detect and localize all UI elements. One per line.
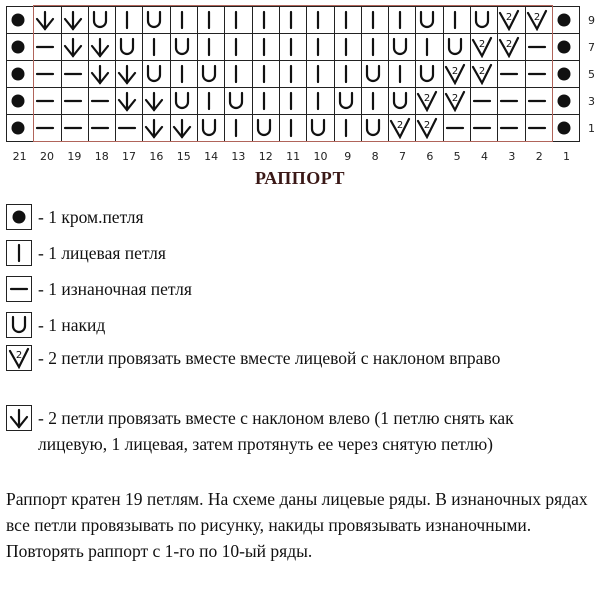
horizontal-dash-icon bbox=[61, 88, 88, 115]
column-number: 5 bbox=[453, 150, 461, 163]
u-shape-icon bbox=[334, 88, 361, 115]
horizontal-dash-icon bbox=[6, 276, 32, 302]
vertical-bar-icon bbox=[198, 7, 225, 34]
horizontal-dash-icon bbox=[498, 61, 525, 88]
svg-text:2: 2 bbox=[478, 39, 486, 50]
column-numbers bbox=[6, 150, 580, 163]
chart-row-5 bbox=[7, 61, 580, 88]
u-shape-icon bbox=[361, 115, 388, 142]
vertical-bar-icon bbox=[307, 61, 334, 88]
chart-row-9 bbox=[7, 7, 580, 34]
row-number: 9 bbox=[588, 14, 595, 27]
column-number: 20 bbox=[40, 150, 55, 163]
column-number: 21 bbox=[12, 150, 27, 163]
filled-dot-icon bbox=[552, 34, 579, 61]
u-shape-icon bbox=[198, 61, 225, 88]
down-arrow-icon bbox=[116, 88, 143, 115]
legend-item-k2tog bbox=[6, 345, 558, 371]
svg-text:2: 2 bbox=[424, 93, 431, 104]
horizontal-dash-icon bbox=[471, 88, 498, 115]
column-number: 3 bbox=[508, 150, 516, 163]
legend-label: - 1 кром.петля bbox=[38, 207, 144, 227]
u-shape-icon bbox=[88, 7, 115, 34]
vertical-bar-icon bbox=[279, 115, 306, 142]
chart-row-7 bbox=[7, 34, 580, 61]
legend-label: - 1 лицевая петля bbox=[38, 243, 166, 263]
column-number: 15 bbox=[176, 150, 191, 163]
column-number: 11 bbox=[286, 150, 301, 163]
horizontal-dash-icon bbox=[61, 61, 88, 88]
v-with-2-icon bbox=[471, 61, 498, 88]
down-arrow-icon bbox=[88, 34, 115, 61]
filled-dot-icon bbox=[552, 61, 579, 88]
row-number: 1 bbox=[588, 122, 595, 135]
row-number: 3 bbox=[588, 95, 595, 108]
legend-item-yarn-over bbox=[6, 312, 578, 338]
vertical-bar-icon bbox=[389, 7, 416, 34]
svg-text:2: 2 bbox=[478, 66, 486, 77]
vertical-bar-icon bbox=[361, 88, 388, 115]
down-arrow-icon bbox=[88, 61, 115, 88]
horizontal-dash-icon bbox=[525, 115, 552, 142]
u-shape-icon bbox=[389, 88, 416, 115]
vertical-bar-icon bbox=[307, 7, 334, 34]
horizontal-dash-icon bbox=[443, 115, 470, 142]
v-with-2-icon bbox=[525, 7, 552, 34]
column-number: 12 bbox=[258, 150, 273, 163]
down-arrow-icon bbox=[61, 34, 88, 61]
v-with-2-icon bbox=[6, 345, 32, 371]
u-shape-icon bbox=[361, 61, 388, 88]
horizontal-dash-icon bbox=[471, 115, 498, 142]
vertical-bar-icon bbox=[361, 34, 388, 61]
svg-text:2: 2 bbox=[533, 12, 540, 23]
vertical-bar-icon bbox=[389, 61, 416, 88]
instructions-note: Раппорт кратен 19 петлям. На схеме даны лицевые ряды. В изнаночных рядах все петли провязывать по рисунку, накиды провязывать изнаночными. Повторять раппорт с 1-го по 10-ый ряды. bbox=[6, 489, 588, 561]
rapport-title: РАППОРТ bbox=[255, 168, 345, 188]
down-arrow-icon bbox=[61, 7, 88, 34]
horizontal-dash-icon bbox=[116, 115, 143, 142]
column-number: 10 bbox=[313, 150, 328, 163]
filled-dot-icon bbox=[7, 7, 34, 34]
down-arrow-icon bbox=[116, 61, 143, 88]
v-with-2-icon bbox=[443, 88, 470, 115]
vertical-bar-icon bbox=[6, 240, 32, 266]
horizontal-dash-icon bbox=[88, 88, 115, 115]
filled-dot-icon bbox=[7, 88, 34, 115]
column-number: 1 bbox=[563, 150, 571, 163]
horizontal-dash-icon bbox=[34, 61, 61, 88]
horizontal-dash-icon bbox=[498, 88, 525, 115]
column-number: 17 bbox=[122, 150, 137, 163]
u-shape-icon bbox=[116, 34, 143, 61]
v-with-2-icon bbox=[471, 34, 498, 61]
down-arrow-icon bbox=[143, 88, 170, 115]
filled-dot-icon bbox=[7, 61, 34, 88]
legend-label: - 1 изнаночная петля bbox=[38, 279, 192, 299]
legend-label: - 2 петли провязать вместе вместе лицевой с наклоном вправо bbox=[38, 348, 501, 368]
vertical-bar-icon bbox=[307, 34, 334, 61]
svg-text:2: 2 bbox=[506, 39, 513, 50]
down-arrow-icon bbox=[6, 405, 32, 431]
horizontal-dash-icon bbox=[34, 88, 61, 115]
legend-label: - 1 накид bbox=[38, 315, 106, 335]
u-shape-icon bbox=[225, 88, 252, 115]
u-shape-icon bbox=[389, 34, 416, 61]
vertical-bar-icon bbox=[334, 7, 361, 34]
vertical-bar-icon bbox=[252, 34, 279, 61]
legend-item-knit bbox=[6, 240, 578, 266]
svg-text:2: 2 bbox=[396, 120, 404, 131]
u-shape-icon bbox=[471, 7, 498, 34]
vertical-bar-icon bbox=[143, 34, 170, 61]
legend-item-purl bbox=[6, 276, 578, 302]
horizontal-dash-icon bbox=[34, 115, 61, 142]
vertical-bar-icon bbox=[416, 34, 443, 61]
u-shape-icon bbox=[416, 61, 443, 88]
legend-item-edge bbox=[6, 204, 578, 230]
vertical-bar-icon bbox=[443, 7, 470, 34]
vertical-bar-icon bbox=[279, 88, 306, 115]
vertical-bar-icon bbox=[279, 61, 306, 88]
svg-text:2: 2 bbox=[15, 350, 23, 361]
column-number: 13 bbox=[231, 150, 246, 163]
column-number: 8 bbox=[371, 150, 379, 163]
horizontal-dash-icon bbox=[34, 34, 61, 61]
v-with-2-icon bbox=[443, 61, 470, 88]
down-arrow-icon bbox=[34, 7, 61, 34]
u-shape-icon bbox=[252, 115, 279, 142]
v-with-2-icon bbox=[498, 34, 525, 61]
horizontal-dash-icon bbox=[61, 115, 88, 142]
down-arrow-icon bbox=[170, 115, 197, 142]
knitting-chart bbox=[6, 6, 580, 142]
chart-grid bbox=[6, 6, 580, 142]
vertical-bar-icon bbox=[225, 61, 252, 88]
horizontal-dash-icon bbox=[498, 115, 525, 142]
column-number: 18 bbox=[94, 150, 109, 163]
filled-dot-icon bbox=[552, 88, 579, 115]
chart-row-1 bbox=[7, 115, 580, 142]
vertical-bar-icon bbox=[334, 115, 361, 142]
vertical-bar-icon bbox=[252, 61, 279, 88]
vertical-bar-icon bbox=[225, 34, 252, 61]
u-shape-icon bbox=[6, 312, 32, 338]
v-with-2-icon bbox=[416, 115, 443, 142]
column-number: 19 bbox=[67, 150, 82, 163]
u-shape-icon bbox=[198, 115, 225, 142]
v-with-2-icon bbox=[389, 115, 416, 142]
svg-text:2: 2 bbox=[506, 12, 513, 23]
vertical-bar-icon bbox=[225, 115, 252, 142]
column-number: 2 bbox=[535, 150, 543, 163]
vertical-bar-icon bbox=[334, 61, 361, 88]
svg-text:2: 2 bbox=[451, 93, 458, 104]
vertical-bar-icon bbox=[170, 7, 197, 34]
chart-row-3 bbox=[7, 88, 580, 115]
vertical-bar-icon bbox=[225, 7, 252, 34]
horizontal-dash-icon bbox=[525, 34, 552, 61]
vertical-bar-icon bbox=[198, 34, 225, 61]
vertical-bar-icon bbox=[116, 7, 143, 34]
vertical-bar-icon bbox=[279, 34, 306, 61]
svg-text:2: 2 bbox=[424, 120, 431, 131]
u-shape-icon bbox=[143, 61, 170, 88]
column-number: 9 bbox=[344, 150, 352, 163]
horizontal-dash-icon bbox=[88, 115, 115, 142]
column-number: 7 bbox=[398, 150, 406, 163]
u-shape-icon bbox=[170, 88, 197, 115]
vertical-bar-icon bbox=[361, 7, 388, 34]
column-number: 4 bbox=[481, 150, 489, 163]
vertical-bar-icon bbox=[198, 88, 225, 115]
filled-dot-icon bbox=[552, 7, 579, 34]
vertical-bar-icon bbox=[334, 34, 361, 61]
svg-text:2: 2 bbox=[451, 66, 458, 77]
vertical-bar-icon bbox=[279, 7, 306, 34]
column-number: 6 bbox=[426, 150, 434, 163]
column-number: 14 bbox=[204, 150, 219, 163]
down-arrow-icon bbox=[143, 115, 170, 142]
vertical-bar-icon bbox=[307, 88, 334, 115]
vertical-bar-icon bbox=[252, 88, 279, 115]
u-shape-icon bbox=[307, 115, 334, 142]
filled-dot-icon bbox=[6, 204, 32, 230]
legend-label: - 2 петли провязать вместе с наклоном влево (1 петлю снять как лицевую, 1 лицевая, затем протянуть ее через снятую петлю) bbox=[38, 408, 514, 454]
vertical-bar-icon bbox=[252, 7, 279, 34]
filled-dot-icon bbox=[7, 34, 34, 61]
v-with-2-icon bbox=[498, 7, 525, 34]
row-number: 5 bbox=[588, 68, 595, 81]
legend-item-ssk bbox=[6, 405, 558, 457]
filled-dot-icon bbox=[552, 115, 579, 142]
v-with-2-icon bbox=[416, 88, 443, 115]
row-number: 7 bbox=[588, 41, 595, 54]
u-shape-icon bbox=[416, 7, 443, 34]
column-number: 16 bbox=[149, 150, 164, 163]
filled-dot-icon bbox=[7, 115, 34, 142]
u-shape-icon bbox=[170, 34, 197, 61]
u-shape-icon bbox=[443, 34, 470, 61]
u-shape-icon bbox=[143, 7, 170, 34]
horizontal-dash-icon bbox=[525, 88, 552, 115]
vertical-bar-icon bbox=[170, 61, 197, 88]
horizontal-dash-icon bbox=[525, 61, 552, 88]
